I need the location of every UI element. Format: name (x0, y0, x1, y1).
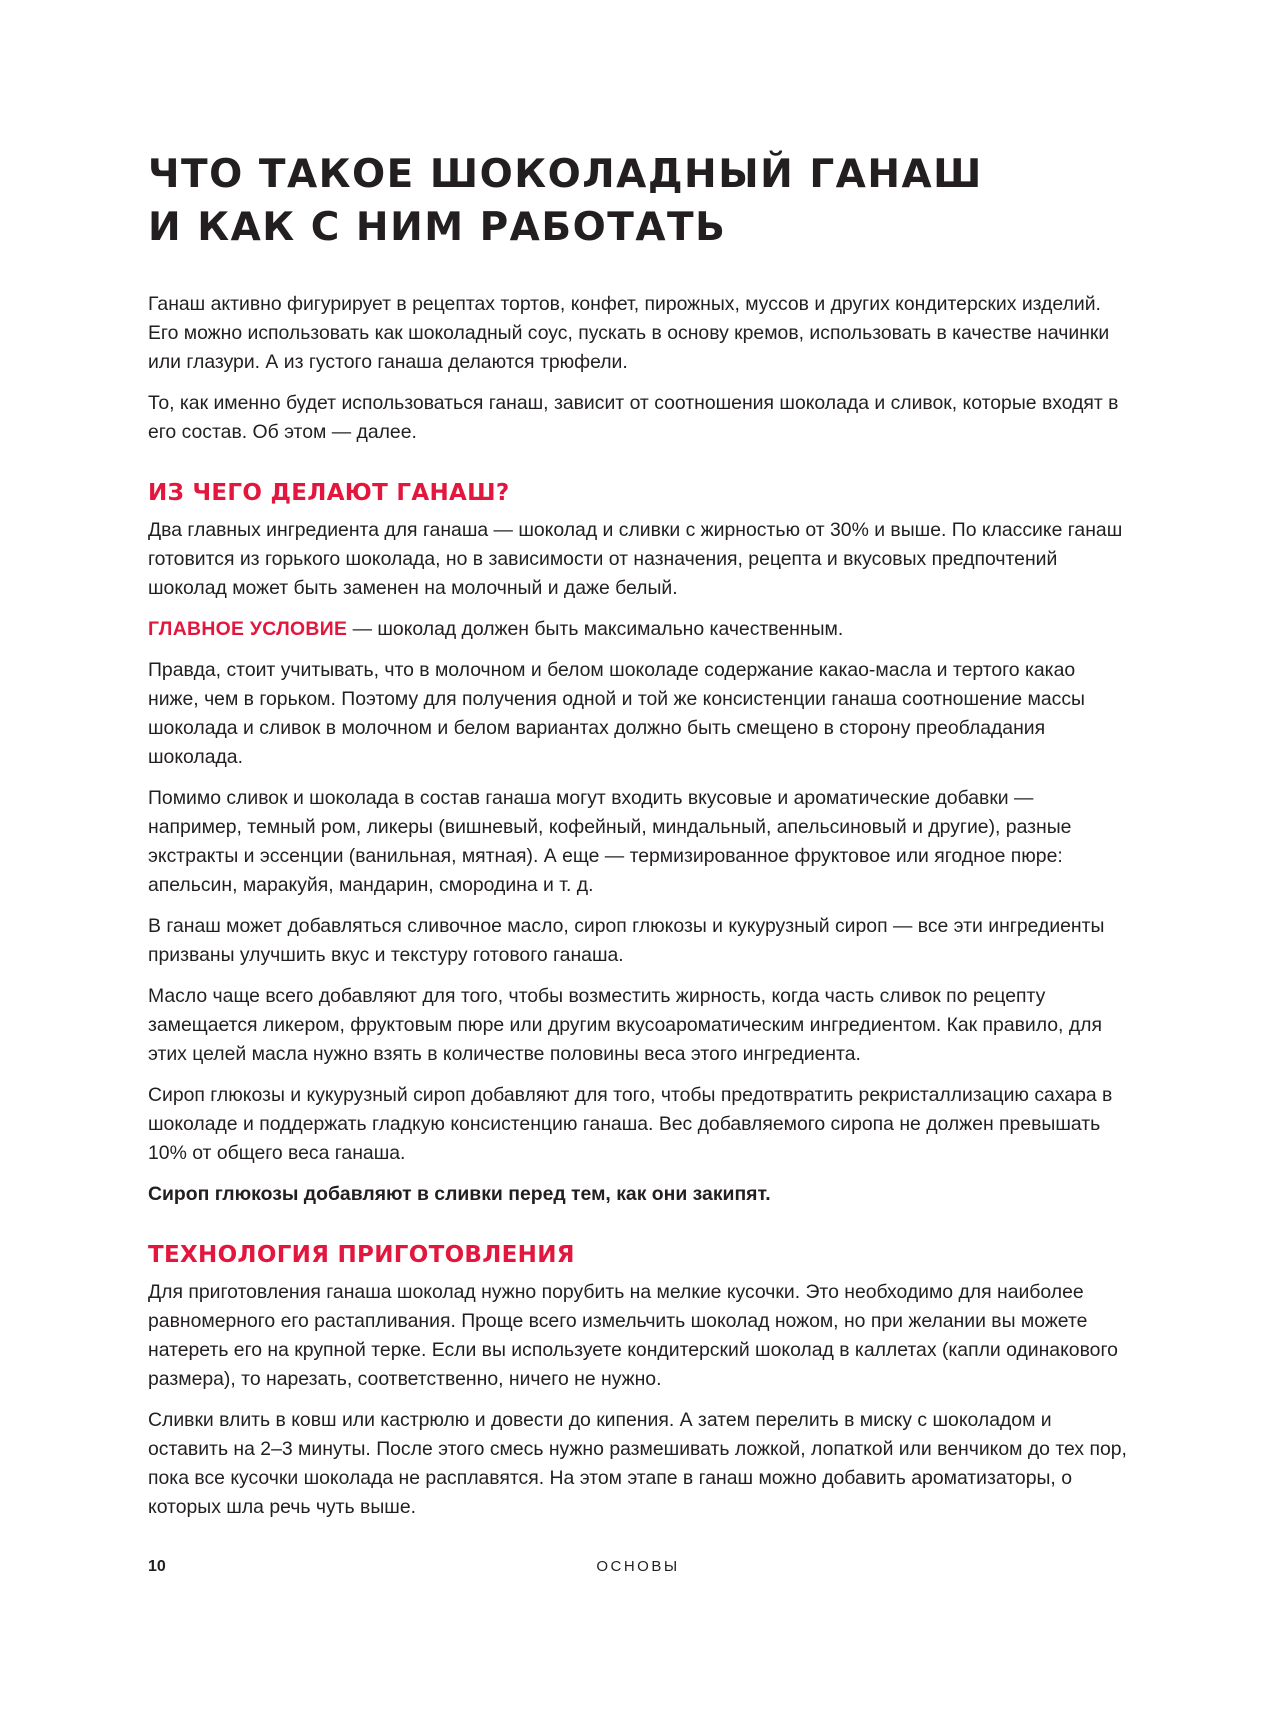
section-heading-ingredients: ИЗ ЧЕГО ДЕЛАЮТ ГАНАШ? (148, 480, 510, 506)
page-number: 10 (148, 1558, 166, 1575)
main-condition-text: — шоколад должен быть максимально качественным. (347, 618, 844, 640)
page-title (148, 148, 1128, 254)
ingredients-paragraph-7: Сироп глюкозы и кукурузный сироп добавляют для того, чтобы предотвратить рекристаллизацию сахара в шоколаде и поддержать гладкую консистенцию ганаша. Вес добавляемого сиропа не должен превышать 10% от общего веса ганаша. (148, 1084, 1113, 1164)
ingredients-note: Сироп глюкозы добавляют в сливки перед тем, как они закипят. (148, 1183, 771, 1205)
ingredients-paragraph-3: Правда, стоит учитывать, что в молочном и белом шоколаде содержание какао-масла и тертого какао ниже, чем в горьком. Поэтому для получения одной и той же консистенции ганаша соотношение массы шоколада и сливок в молочном и белом вариантах должно быть смещено в сторону преобладания шоколада. (148, 659, 1085, 768)
page-content (148, 148, 1128, 1534)
ingredients-paragraph-6: Масло чаще всего добавляют для того, чтобы возместить жирность, когда часть сливок по рецепту замещается ликером, фруктовым пюре или другим вкусоароматическим ингредиентом. Как правило, для этих целей масла нужно взять в количестве половины веса этого ингредиента. (148, 985, 1102, 1065)
intro-paragraph-1: Ганаш активно фигурирует в рецептах тортов, конфет, пирожных, муссов и других кондитерских изделий. Его можно использовать как шоколадный соус, пускать в основу кремов, использовать в качестве начинки или глазури. А из густого ганаша делаются трюфели. (148, 293, 1110, 373)
technology-paragraph-2: Сливки влить в ковш или кастрюлю и довести до кипения. А затем перелить в миску с шоколадом и оставить на 2–3 минуты. После этого смесь нужно размешивать ложкой, лопаткой или венчиком до тех пор, пока все кусочки шоколада не расплавятся. На этом этапе в ганаш можно добавить ароматизаторы, о которых шла речь чуть выше. (148, 1409, 1127, 1518)
running-section-title: ОСНОВЫ (596, 1558, 680, 1575)
section-heading-technology: ТЕХНОЛОГИЯ ПРИГОТОВЛЕНИЯ (148, 1242, 575, 1268)
ingredients-paragraph-1: Два главных ингредиента для ганаша — шоколад и сливки с жирностью от 30% и выше. По классике ганаш готовится из горького шоколада, но в зависимости от назначения, рецепта и вкусовых предпочтений шоколад может быть заменен на молочный и даже белый. (148, 519, 1123, 599)
technology-paragraph-1: Для приготовления ганаша шоколад нужно порубить на мелкие кусочки. Это необходимо для наиболее равномерного его растапливания. Проще всего измельчить шоколад ножом, но при желании вы можете натереть его на крупной терке. Если вы используете кондитерский шоколад в каллетах (капли одинакового размера), то нарезать, соответственно, ничего не нужно. (148, 1281, 1118, 1390)
ingredients-paragraph-5: В ганаш может добавляться сливочное масло, сироп глюкозы и кукурузный сироп — все эти ингредиенты призваны улучшить вкус и текстуру готового ганаша. (148, 915, 1105, 966)
ingredients-paragraph-4: Помимо сливок и шоколада в состав ганаша могут входить вкусовые и ароматические добавки — например, темный ром, ликеры (вишневый, кофейный, миндальный, апельсиновый и другие), разные экстракты и эссенции (ванильная, мятная). А еще — термизированное фруктовое или ягодное пюре: апельсин, маракуйя, мандарин, смородина и т. д. (148, 787, 1072, 896)
main-condition-paragraph (148, 615, 1128, 644)
main-condition-label: ГЛАВНОЕ УСЛОВИЕ (148, 618, 348, 640)
intro-paragraph-2: То, как именно будет использоваться ганаш, зависит от соотношения шоколада и сливок, которые входят в его состав. Об этом — далее. (148, 392, 1119, 443)
page-title-line-2: И КАК С НИМ РАБОТАТЬ (148, 205, 727, 250)
page-title-line-1: ЧТО ТАКОЕ ШОКОЛАДНЫЙ ГАНАШ (148, 152, 983, 197)
page-footer (148, 1555, 1128, 1579)
